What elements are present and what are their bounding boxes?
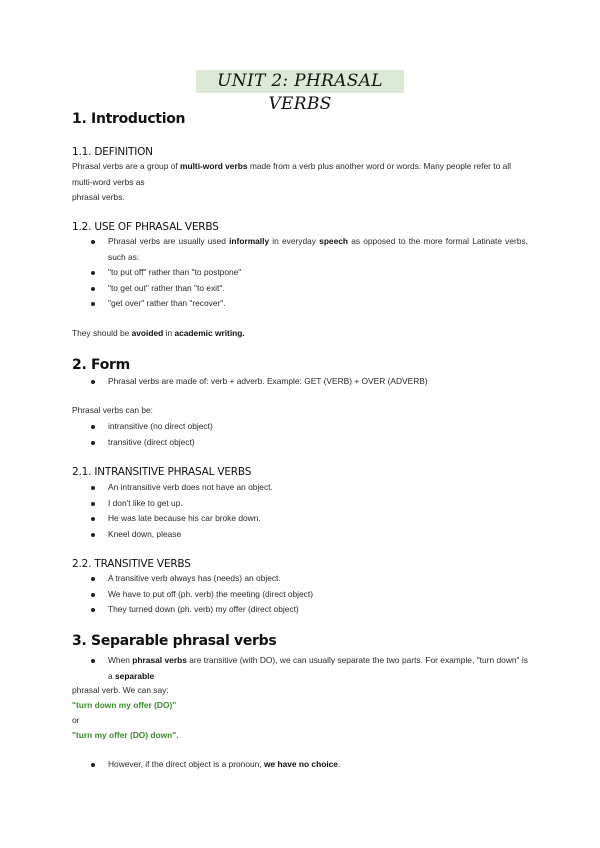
intransitive-bullet-list [72, 480, 528, 542]
list-item [72, 234, 528, 265]
text-run: are transitive (with DO), we can usually separate the two parts. For example, "turn down" is a [108, 655, 528, 681]
example-one: "turn down my offer (DO)" [72, 700, 177, 710]
list-item: Kneel down, please [72, 527, 528, 543]
text-run: in everyday [269, 236, 320, 246]
list-item: They turned down (ph. verb) my offer (direct object) [72, 602, 528, 618]
text-run: However, if the direct object is a pronoun, [108, 759, 264, 769]
bold-term: speech [319, 236, 349, 246]
list-item: "to put off" rather than "to postpone" [72, 265, 528, 281]
list-item: I don't like to get up. [72, 496, 528, 512]
text-run: When [108, 655, 133, 665]
bold-term: informally [229, 236, 270, 246]
use-bullet-list [72, 234, 528, 312]
list-item: "to get out" rather than "to exit". [72, 281, 528, 297]
subheading-use: 1.2. USE OF PHRASAL VERBS [72, 221, 219, 233]
page-title: UNIT 2: PHRASAL VERBS [196, 70, 404, 93]
bold-term: separable [115, 670, 155, 681]
or-text: or [72, 715, 80, 725]
list-item: Phrasal verbs are made of: verb + adverb. Example: GET (VERB) + OVER (ADVERB) [72, 374, 528, 390]
text-run: Phrasal verbs are a group of [72, 161, 181, 171]
definition-paragraph [72, 159, 532, 206]
list-item: transitive (direct object) [72, 435, 528, 451]
section-heading-introduction: 1. Introduction [72, 111, 186, 127]
text-run: They should be [72, 328, 132, 338]
list-item [72, 757, 528, 773]
list-item: A transitive verb always has (needs) an object. [72, 571, 528, 587]
list-item: We have to put off (ph. verb) the meeting (direct object) [72, 587, 528, 603]
separable-bullet-list [72, 653, 528, 684]
separable-continuation: phrasal verb. We can say: [72, 685, 169, 695]
subheading-transitive: 2.2. TRANSITIVE VERBS [72, 558, 191, 570]
text-run: as opposed to the more formal Latinate verbs, such as: [108, 236, 528, 262]
types-bullet-list [72, 419, 528, 450]
section-heading-form: 2. Form [72, 357, 130, 373]
text-run: made from a verb plus another word or words. Many people refer to all multi-word verbs as [72, 161, 511, 187]
bold-term: multi-word verbs [180, 161, 248, 171]
list-item: "get over" rather than "recover". [72, 296, 528, 312]
section-heading-separable: 3. Separable phrasal verbs [72, 633, 277, 649]
list-item: He was late because his car broke down. [72, 511, 528, 527]
academic-note [72, 326, 532, 342]
example-two: "turn my offer (DO) down". [72, 730, 179, 740]
list-item: An intransitive verb does not have an object. [72, 480, 528, 496]
bold-term: academic writing. [174, 328, 245, 338]
text-run: phrasal verbs. [72, 192, 125, 202]
transitive-bullet-list [72, 571, 528, 618]
list-item [72, 653, 528, 684]
text-run: Phrasal verbs are usually used [108, 236, 230, 246]
bold-term: we have no choice [263, 759, 338, 769]
can-be-text: Phrasal verbs can be: [72, 405, 154, 415]
list-item: intransitive (no direct object) [72, 419, 528, 435]
form-bullet-list [72, 374, 528, 390]
pronoun-bullet-list [72, 757, 528, 773]
bold-term: phrasal verbs [132, 655, 187, 665]
bold-term: avoided [131, 328, 164, 338]
subheading-intransitive: 2.1. INTRANSITIVE PHRASAL VERBS [72, 466, 252, 478]
subheading-definition: 1.1. DEFINITION [72, 146, 153, 158]
text-run: . [337, 759, 341, 769]
text-run: in [163, 328, 175, 338]
